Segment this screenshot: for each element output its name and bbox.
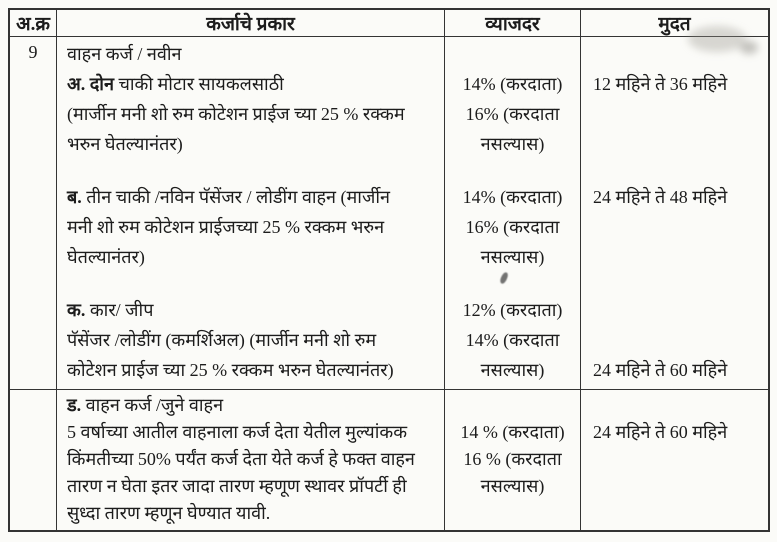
header-loan-type-label: कर्जाचे प्रकार bbox=[206, 14, 295, 35]
blank-line bbox=[593, 99, 768, 129]
section-d-line: तारण न घेता इतर जादा तारण म्हणूण स्थावर प्रॉपर्टी ही bbox=[67, 476, 407, 496]
section-gap bbox=[445, 159, 580, 182]
interest-rate-line: नसल्यास) bbox=[480, 360, 545, 380]
section-a-label: अ. दोन bbox=[67, 74, 114, 94]
section-d-line bbox=[67, 392, 440, 419]
section-a-text: चाकी मोटार सायकलसाठी bbox=[113, 74, 284, 94]
section-d-text: वाहन कर्ज /जुने वाहन bbox=[81, 395, 224, 415]
tenure-value: 12 महिने ते 36 महिने bbox=[593, 74, 728, 94]
section-c-label: क. bbox=[67, 300, 86, 320]
blank-line bbox=[593, 392, 768, 419]
section-c-line bbox=[67, 295, 440, 325]
blank-line bbox=[445, 39, 580, 69]
section-c-line: पॅसेंजर /लोडींग (कमर्शिअल) (मार्जीन मनी शो रुम bbox=[67, 330, 377, 350]
interest-rate-line: 12% (करदाता) bbox=[462, 300, 563, 320]
section-a-line: भरुन घेतल्यानंतर) bbox=[67, 134, 183, 154]
vehicle-loan-table bbox=[8, 8, 770, 532]
rowD-tenure-cell bbox=[581, 390, 768, 530]
row9-serial-cell bbox=[10, 37, 57, 390]
blank-line bbox=[593, 212, 768, 242]
row9-interest-cell bbox=[445, 37, 581, 390]
section-gap bbox=[67, 272, 440, 295]
header-cell-tenure bbox=[581, 10, 768, 37]
section-d-line: 5 वर्षाच्या आतील वाहनाला कर्ज देता येतील मुल्यांकक bbox=[67, 422, 408, 442]
interest-rate-line: नसल्यास) bbox=[480, 476, 545, 496]
tenure-value: 24 महिने ते 48 महिने bbox=[593, 187, 728, 207]
header-serial-label: अ.क्र bbox=[16, 14, 50, 35]
interest-rate-line: नसल्यास) bbox=[480, 247, 545, 267]
tenure-value: 24 महिने ते 60 महिने bbox=[593, 360, 728, 380]
section-c-text: कार/ जीप bbox=[85, 300, 154, 320]
interest-rate-line: नसल्यास) bbox=[480, 134, 545, 154]
section-a-line: (मार्जीन मनी शो रुम कोटेशन प्राईज च्या 25 % रक्कम bbox=[67, 104, 405, 124]
section-b-text: तीन चाकी /नविन पॅसेंजर / लोडींग वाहन (मार्जीन bbox=[81, 187, 390, 207]
interest-rate-line: 16% (करदाता bbox=[465, 104, 560, 124]
tenure-value: 24 महिने ते 60 महिने bbox=[593, 422, 728, 442]
rowD-interest-cell bbox=[445, 390, 581, 530]
interest-rate-line: 16% (करदाता bbox=[465, 217, 560, 237]
section-gap bbox=[445, 272, 580, 295]
header-cell-loan-type bbox=[57, 10, 445, 37]
section-gap bbox=[67, 159, 440, 182]
section-b-line: घेतल्यानंतर) bbox=[67, 247, 145, 267]
section-d-line: सुध्दा तारण म्हणून घेण्यात यावी. bbox=[67, 503, 271, 523]
section-d-label: ड. bbox=[67, 395, 82, 415]
serial-number: 9 bbox=[28, 42, 38, 62]
section-b-line: मनी शो रुम कोटेशन प्राईजच्या 25 % रक्कम भरुन bbox=[67, 217, 385, 237]
blank-line bbox=[593, 39, 768, 69]
section-gap bbox=[593, 272, 768, 295]
loan-type-intro-line: वाहन कर्ज / नवीन bbox=[67, 44, 182, 64]
blank-line bbox=[445, 392, 580, 419]
interest-rate-line: 14% (करदाता) bbox=[462, 74, 563, 94]
interest-rate-line: 14 % (करदाता) bbox=[460, 422, 565, 442]
interest-rate-line: 16 % (करदाता bbox=[463, 449, 562, 469]
section-gap bbox=[593, 159, 768, 182]
blank-line bbox=[593, 325, 768, 355]
section-d-line: किंमतीच्या 50% पर्यंत कर्ज देता येते कर्ज हे फक्त वाहन bbox=[67, 449, 415, 469]
row9-tenure-cell bbox=[581, 37, 768, 390]
section-a-line bbox=[67, 69, 440, 99]
blank-line bbox=[593, 295, 768, 325]
interest-rate-line: 14% (करदाता) bbox=[462, 187, 563, 207]
section-b-line bbox=[67, 182, 440, 212]
rowD-loan-type-cell bbox=[57, 390, 445, 530]
section-c-line: कोटेशन प्राईज च्या 25 % रक्कम भरुन घेतल्यानंतर) bbox=[67, 360, 394, 380]
section-b-label: ब. bbox=[67, 187, 82, 207]
row9-loan-type-cell bbox=[57, 37, 445, 390]
header-cell-interest bbox=[445, 10, 581, 37]
blank-line bbox=[593, 129, 768, 159]
rowD-serial-cell bbox=[10, 390, 57, 530]
blank-line bbox=[593, 242, 768, 272]
header-tenure-label: मुदत bbox=[658, 14, 691, 35]
header-interest-label: व्याजदर bbox=[485, 14, 540, 35]
interest-rate-line: 14% (करदाता bbox=[465, 330, 560, 350]
header-cell-serial bbox=[10, 10, 57, 37]
